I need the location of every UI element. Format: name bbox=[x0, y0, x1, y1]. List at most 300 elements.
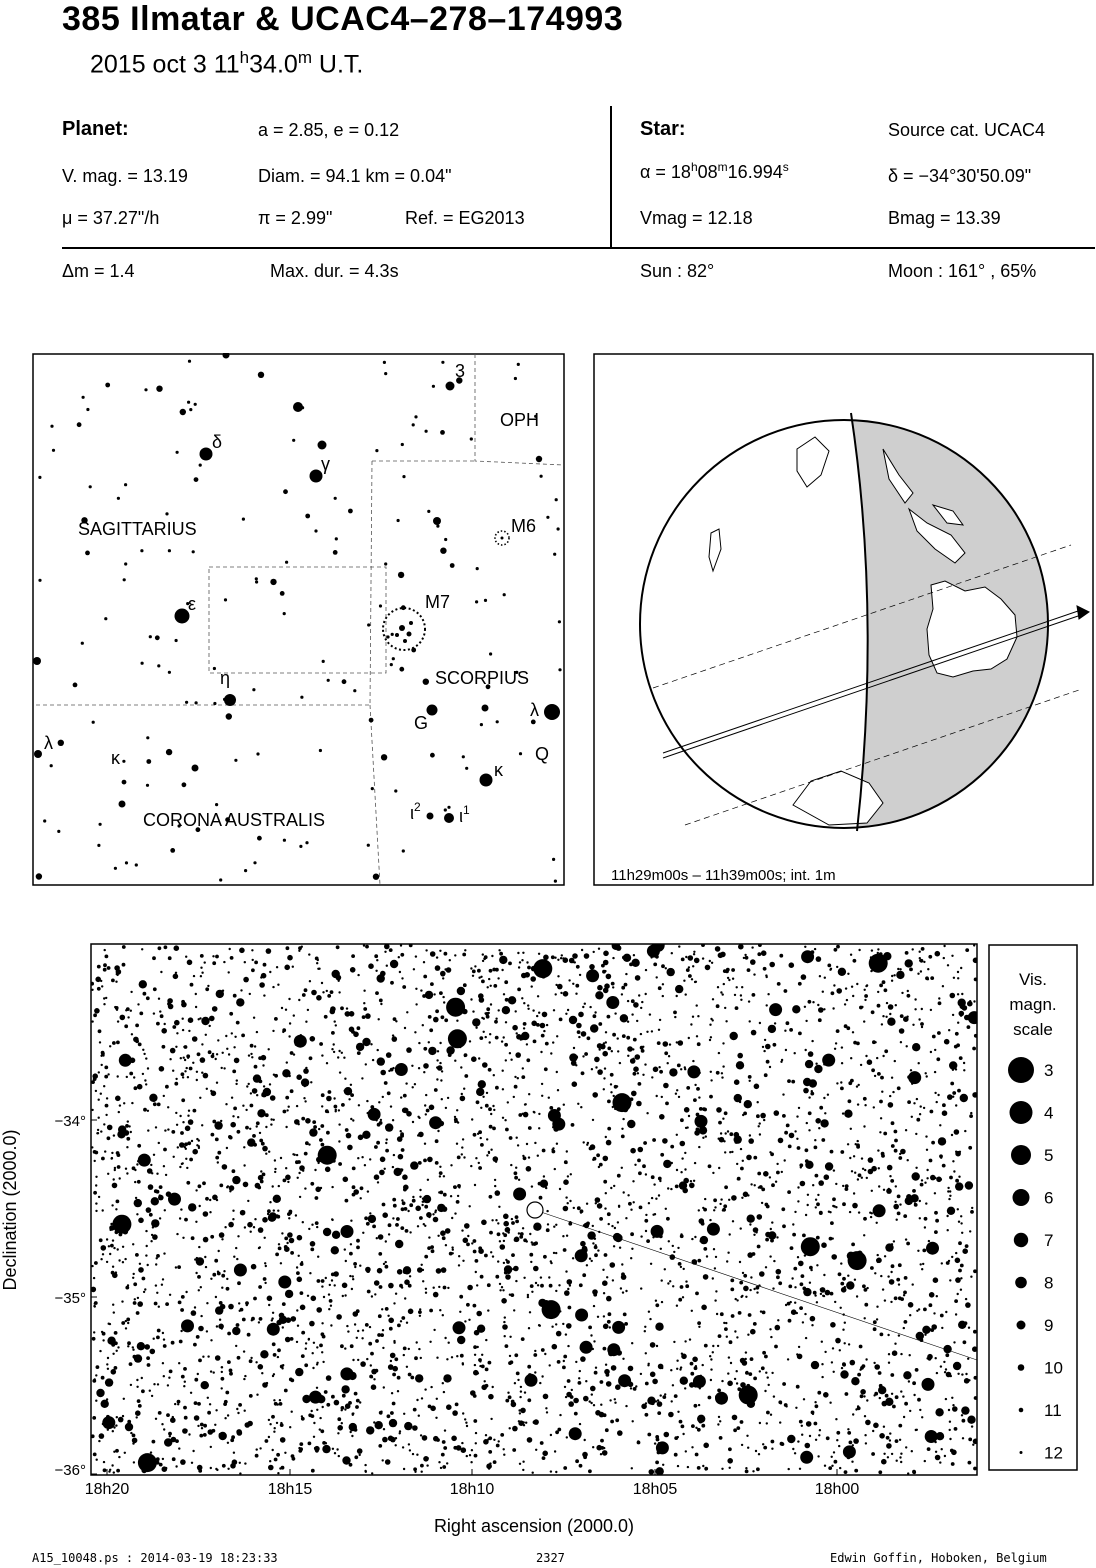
field-star bbox=[178, 1301, 182, 1305]
field-star bbox=[541, 1348, 545, 1352]
field-star bbox=[475, 1259, 479, 1263]
field-star bbox=[399, 971, 401, 973]
field-star bbox=[575, 1064, 577, 1066]
field-star bbox=[777, 1319, 779, 1321]
field-star bbox=[571, 1389, 573, 1391]
field-star bbox=[562, 1366, 566, 1370]
field-star bbox=[736, 1336, 738, 1338]
field-star bbox=[844, 1286, 846, 1288]
field-star bbox=[503, 1233, 507, 1237]
field-star bbox=[286, 1242, 288, 1244]
field-star bbox=[357, 1051, 361, 1055]
field-star bbox=[100, 1130, 102, 1132]
field-star bbox=[197, 1275, 201, 1279]
magnitude-drop: Δm = 1.4 bbox=[62, 261, 135, 281]
field-star bbox=[736, 986, 738, 988]
field-star bbox=[804, 946, 806, 948]
field-star bbox=[546, 1024, 548, 1026]
field-star bbox=[409, 1203, 413, 1207]
field-star bbox=[757, 1214, 763, 1220]
field-star bbox=[366, 1269, 370, 1273]
field-star bbox=[356, 1033, 358, 1035]
field-star bbox=[210, 1467, 212, 1469]
field-star bbox=[495, 1190, 501, 1196]
field-star bbox=[895, 1185, 897, 1187]
field-star bbox=[801, 1434, 803, 1436]
field-star bbox=[886, 1436, 890, 1440]
field-star bbox=[457, 1336, 465, 1344]
field-star bbox=[678, 1096, 680, 1098]
faint-star bbox=[215, 803, 218, 806]
field-star bbox=[485, 1339, 487, 1341]
field-star bbox=[802, 1287, 806, 1291]
field-star bbox=[673, 1341, 675, 1343]
field-star bbox=[811, 1411, 815, 1415]
faint-star bbox=[144, 388, 147, 391]
field-star bbox=[603, 960, 609, 966]
field-star bbox=[475, 1027, 477, 1029]
field-star bbox=[439, 1121, 445, 1127]
field-star bbox=[253, 1143, 257, 1147]
field-star bbox=[459, 1046, 461, 1048]
field-star bbox=[184, 1059, 186, 1061]
field-star bbox=[250, 1357, 252, 1359]
field-star bbox=[392, 1067, 394, 1069]
field-star bbox=[673, 1011, 677, 1015]
field-star bbox=[563, 1248, 567, 1252]
field-star bbox=[311, 1224, 313, 1226]
field-star bbox=[126, 1172, 128, 1174]
field-star bbox=[891, 1393, 893, 1395]
faint-star bbox=[476, 567, 479, 570]
scale-dot bbox=[1017, 1321, 1026, 1330]
scale-magnitude-label: 4 bbox=[1044, 1103, 1054, 1123]
field-star bbox=[251, 1264, 257, 1270]
field-star bbox=[583, 1141, 585, 1143]
field-star bbox=[592, 1092, 598, 1098]
field-star bbox=[530, 976, 536, 982]
field-star bbox=[702, 1207, 704, 1209]
field-star bbox=[737, 1139, 739, 1141]
field-star bbox=[638, 1171, 642, 1175]
field-star bbox=[508, 962, 512, 966]
label-kappa-right: κ bbox=[494, 760, 503, 780]
field-star bbox=[157, 1383, 159, 1385]
field-star bbox=[111, 1152, 113, 1154]
field-star bbox=[757, 1245, 761, 1249]
field-star bbox=[127, 1341, 131, 1345]
field-star bbox=[794, 1452, 796, 1454]
field-star bbox=[408, 1373, 412, 1377]
field-star bbox=[734, 994, 736, 996]
field-star bbox=[378, 1444, 382, 1448]
scale-magnitude-label: 7 bbox=[1044, 1231, 1054, 1250]
field-star bbox=[404, 1279, 410, 1285]
field-star bbox=[103, 1461, 105, 1463]
field-star bbox=[681, 958, 685, 962]
field-star bbox=[551, 955, 555, 959]
field-star bbox=[870, 1216, 872, 1218]
field-star bbox=[368, 1108, 381, 1121]
field-star bbox=[665, 1208, 667, 1210]
field-star bbox=[579, 1370, 581, 1372]
field-star bbox=[578, 1012, 584, 1018]
field-star bbox=[458, 1255, 460, 1257]
field-star bbox=[176, 1233, 178, 1235]
faint-star bbox=[375, 449, 378, 452]
field-star bbox=[782, 1382, 786, 1386]
field-star bbox=[446, 1404, 452, 1410]
field-star bbox=[371, 1472, 373, 1474]
field-star bbox=[844, 1110, 852, 1118]
field-star bbox=[929, 1292, 935, 1298]
field-star bbox=[718, 1052, 720, 1054]
field-star bbox=[254, 961, 258, 965]
field-star bbox=[866, 1399, 868, 1401]
faint-star bbox=[140, 549, 143, 552]
field-star bbox=[545, 1042, 549, 1046]
field-star bbox=[436, 1438, 440, 1442]
field-star bbox=[567, 1288, 569, 1290]
field-star bbox=[749, 1134, 751, 1136]
field-star bbox=[267, 1296, 273, 1302]
field-star bbox=[903, 1214, 907, 1218]
field-star bbox=[479, 1360, 481, 1362]
field-star bbox=[499, 1283, 501, 1285]
field-star bbox=[415, 955, 417, 957]
field-star bbox=[352, 1278, 354, 1280]
field-star bbox=[871, 949, 873, 951]
field-star bbox=[756, 1467, 760, 1471]
field-star bbox=[794, 1052, 796, 1054]
field-star bbox=[702, 1137, 704, 1139]
field-star bbox=[151, 1197, 159, 1205]
scale-magnitude-label: 6 bbox=[1044, 1188, 1054, 1208]
field-star bbox=[130, 1010, 132, 1012]
field-star bbox=[835, 1042, 837, 1044]
field-star bbox=[152, 1226, 154, 1228]
event-datetime bbox=[90, 48, 363, 79]
field-star bbox=[287, 1181, 289, 1183]
field-star bbox=[296, 1309, 298, 1311]
field-star bbox=[163, 1375, 165, 1377]
field-star bbox=[115, 1006, 119, 1010]
field-star bbox=[814, 1139, 816, 1141]
field-star bbox=[816, 1202, 820, 1206]
field-star bbox=[215, 955, 219, 959]
field-star bbox=[899, 968, 901, 970]
field-star bbox=[569, 1284, 571, 1286]
faint-star bbox=[371, 787, 374, 790]
field-star bbox=[787, 1079, 791, 1083]
faint-star bbox=[170, 848, 175, 853]
field-star bbox=[379, 999, 383, 1003]
field-star bbox=[871, 1452, 875, 1456]
faint-star bbox=[484, 599, 487, 602]
field-star bbox=[165, 1302, 169, 1306]
field-star bbox=[341, 1409, 343, 1411]
field-star bbox=[98, 1071, 100, 1073]
field-star bbox=[675, 1185, 679, 1189]
field-star bbox=[147, 1067, 149, 1069]
field-star bbox=[563, 1355, 567, 1359]
field-star bbox=[442, 1314, 444, 1316]
field-star bbox=[765, 1238, 769, 1242]
field-star bbox=[934, 1177, 936, 1179]
field-star bbox=[852, 1031, 854, 1033]
field-star bbox=[488, 1068, 492, 1072]
field-star bbox=[880, 1117, 882, 1119]
field-star bbox=[960, 1289, 962, 1291]
field-star bbox=[279, 1467, 281, 1469]
field-star bbox=[495, 1275, 499, 1279]
field-star bbox=[899, 1439, 901, 1441]
field-star bbox=[748, 1075, 752, 1079]
page-title: 385 Ilmatar & UCAC4–278–174993 bbox=[62, 0, 624, 38]
field-star bbox=[93, 1305, 95, 1307]
field-star bbox=[334, 1020, 336, 1022]
field-star bbox=[179, 1217, 181, 1219]
field-star bbox=[175, 1078, 177, 1080]
field-star bbox=[594, 1057, 600, 1063]
field-star bbox=[942, 1103, 946, 1107]
field-star bbox=[649, 1013, 651, 1015]
faint-star bbox=[552, 858, 555, 861]
field-star bbox=[538, 1299, 546, 1307]
field-star bbox=[965, 1181, 973, 1189]
field-star bbox=[944, 1371, 946, 1373]
field-star bbox=[358, 1135, 364, 1141]
field-star bbox=[578, 1377, 580, 1379]
field-star bbox=[934, 1230, 938, 1234]
field-star bbox=[798, 1346, 800, 1348]
field-star bbox=[236, 1079, 238, 1081]
field-star bbox=[344, 1347, 346, 1349]
field-star bbox=[961, 1373, 963, 1375]
field-star bbox=[272, 1030, 274, 1032]
field-star bbox=[773, 1395, 775, 1397]
faint-star bbox=[252, 688, 255, 691]
field-star bbox=[485, 1368, 489, 1372]
field-star bbox=[967, 1358, 969, 1360]
field-star bbox=[873, 1327, 877, 1331]
field-star bbox=[124, 1024, 128, 1028]
field-star bbox=[215, 1156, 219, 1160]
field-star bbox=[950, 1449, 954, 1453]
field-star bbox=[603, 1347, 607, 1351]
field-star bbox=[891, 1121, 895, 1125]
field-star bbox=[403, 1188, 407, 1192]
field-star bbox=[646, 1031, 648, 1033]
field-star bbox=[138, 1218, 144, 1224]
field-star bbox=[707, 1223, 720, 1236]
scale-dot bbox=[1008, 1057, 1034, 1083]
field-star bbox=[797, 1200, 799, 1202]
field-star bbox=[690, 1372, 694, 1376]
field-star bbox=[181, 1295, 185, 1299]
field-star bbox=[474, 1454, 478, 1458]
field-star bbox=[133, 1355, 137, 1359]
field-star bbox=[679, 1420, 683, 1424]
field-star bbox=[494, 1020, 498, 1024]
field-star bbox=[462, 953, 466, 957]
field-star bbox=[441, 973, 445, 977]
field-star bbox=[379, 1411, 383, 1415]
field-star bbox=[691, 1446, 693, 1448]
field-star bbox=[844, 1322, 846, 1324]
field-star bbox=[746, 1155, 752, 1161]
field-star bbox=[680, 1118, 684, 1122]
field-star bbox=[196, 1138, 198, 1140]
field-star bbox=[406, 1322, 408, 1324]
field-star bbox=[514, 1353, 518, 1357]
field-star bbox=[96, 1459, 98, 1461]
field-star bbox=[789, 1133, 795, 1139]
field-star bbox=[740, 1167, 744, 1171]
field-star bbox=[764, 1039, 766, 1041]
scale-dot bbox=[1010, 1101, 1033, 1124]
field-star bbox=[720, 1132, 722, 1134]
field-star bbox=[913, 1102, 915, 1104]
field-star bbox=[757, 952, 761, 956]
field-star bbox=[597, 1249, 599, 1251]
field-star bbox=[178, 1447, 180, 1449]
field-star bbox=[474, 965, 476, 967]
field-star bbox=[794, 1211, 796, 1213]
field-star bbox=[771, 1183, 775, 1187]
field-star bbox=[216, 1199, 218, 1201]
field-star bbox=[523, 1277, 525, 1279]
field-star bbox=[514, 1076, 516, 1078]
field-star bbox=[310, 1182, 314, 1186]
field-star bbox=[114, 1169, 116, 1171]
field-star bbox=[112, 1266, 114, 1268]
field-star bbox=[406, 1111, 412, 1117]
field-star bbox=[285, 1167, 287, 1169]
field-star bbox=[221, 1067, 223, 1069]
field-star bbox=[354, 1455, 358, 1459]
field-star bbox=[376, 1237, 378, 1239]
field-star bbox=[390, 960, 398, 968]
field-star bbox=[266, 1382, 268, 1384]
field-star bbox=[688, 1037, 690, 1039]
field-star bbox=[884, 988, 888, 992]
field-star bbox=[632, 1420, 634, 1422]
field-star bbox=[443, 1175, 445, 1177]
field-star bbox=[599, 1217, 603, 1221]
field-star bbox=[473, 1250, 477, 1254]
field-star bbox=[94, 1160, 96, 1162]
field-star bbox=[853, 959, 857, 963]
field-star bbox=[102, 1253, 104, 1255]
field-star bbox=[414, 1031, 416, 1033]
field-star bbox=[536, 1023, 540, 1027]
field-star bbox=[329, 1299, 333, 1303]
field-star bbox=[843, 1445, 856, 1458]
field-star bbox=[693, 1098, 697, 1102]
field-star bbox=[574, 1055, 578, 1059]
field-star bbox=[610, 1083, 612, 1085]
faint-star bbox=[155, 635, 160, 640]
field-star bbox=[565, 1396, 567, 1398]
field-star bbox=[756, 1291, 758, 1293]
field-star bbox=[229, 1369, 233, 1373]
field-star bbox=[296, 1154, 298, 1156]
faint-star bbox=[399, 667, 404, 672]
field-star bbox=[961, 1232, 963, 1234]
field-star bbox=[345, 1403, 351, 1409]
field-star bbox=[501, 1286, 503, 1288]
field-star bbox=[885, 1243, 893, 1251]
field-star bbox=[341, 1385, 349, 1393]
field-star bbox=[98, 1440, 100, 1442]
field-star bbox=[162, 1278, 164, 1280]
field-star bbox=[725, 1132, 727, 1134]
field-star bbox=[418, 1161, 422, 1165]
field-star bbox=[136, 1416, 138, 1418]
field-star bbox=[646, 1112, 648, 1114]
field-star bbox=[232, 1218, 234, 1220]
field-star bbox=[860, 1366, 864, 1370]
field-star bbox=[130, 1058, 136, 1064]
field-star bbox=[143, 1053, 145, 1055]
field-star bbox=[322, 1406, 324, 1408]
field-star bbox=[756, 1114, 760, 1118]
field-star bbox=[261, 1094, 263, 1096]
field-star bbox=[247, 1333, 251, 1337]
field-star bbox=[564, 1290, 570, 1296]
field-star bbox=[340, 1344, 344, 1348]
faint-star bbox=[244, 869, 247, 872]
field-star bbox=[199, 1097, 201, 1099]
field-star bbox=[840, 1370, 848, 1378]
field-star bbox=[943, 945, 945, 947]
field-star bbox=[778, 1138, 784, 1144]
field-star bbox=[557, 1107, 561, 1111]
earth-globe-panel bbox=[593, 353, 1096, 887]
field-star bbox=[533, 1353, 537, 1357]
field-star bbox=[114, 965, 120, 971]
field-star bbox=[564, 1160, 568, 1164]
field-star bbox=[878, 1470, 882, 1474]
field-star bbox=[671, 1400, 673, 1402]
field-star bbox=[197, 1373, 199, 1375]
field-star bbox=[695, 1292, 699, 1296]
field-star bbox=[968, 1438, 972, 1442]
field-star bbox=[525, 1103, 527, 1105]
field-star bbox=[777, 982, 781, 986]
field-star bbox=[146, 1207, 152, 1213]
field-star bbox=[560, 992, 562, 994]
field-star bbox=[758, 1186, 760, 1188]
field-star bbox=[423, 1456, 429, 1462]
field-star bbox=[271, 1415, 275, 1419]
field-star bbox=[367, 1112, 369, 1114]
field-star bbox=[409, 1275, 411, 1277]
field-star bbox=[348, 1098, 350, 1100]
faint-star bbox=[441, 361, 444, 364]
field-star bbox=[592, 1119, 594, 1121]
field-star bbox=[180, 1208, 182, 1210]
field-star bbox=[700, 1240, 702, 1242]
field-star bbox=[303, 1097, 305, 1099]
field-star bbox=[894, 1130, 898, 1134]
field-star bbox=[829, 969, 831, 971]
field-star bbox=[794, 1286, 796, 1288]
field-star bbox=[188, 1110, 190, 1112]
field-star bbox=[953, 977, 955, 979]
field-star bbox=[502, 1088, 504, 1090]
